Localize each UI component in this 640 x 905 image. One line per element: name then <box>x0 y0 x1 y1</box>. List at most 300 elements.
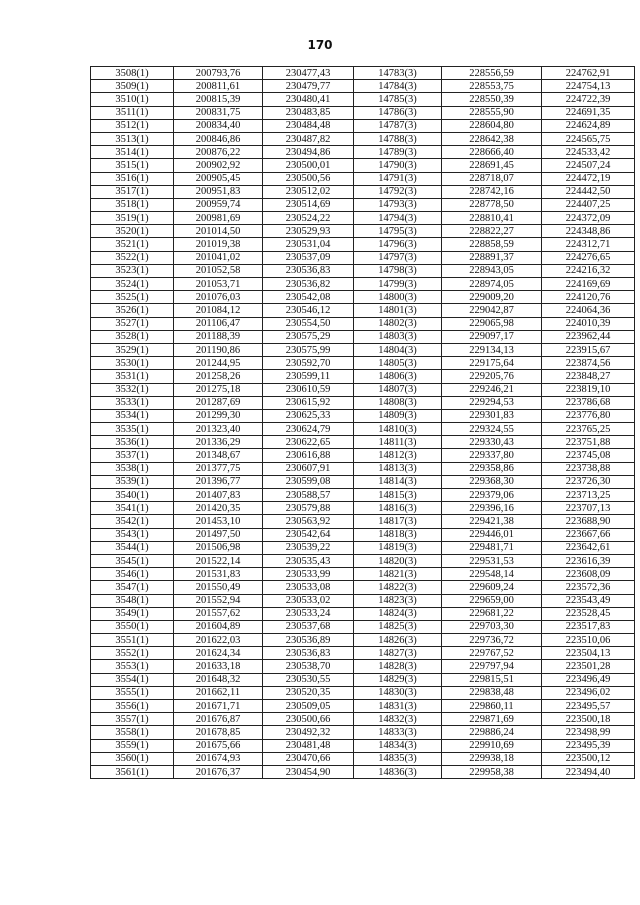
table-row <box>91 357 635 370</box>
cell-point-id-right: 14789(3) <box>354 146 442 159</box>
table-row <box>91 212 635 225</box>
cell-point-id-right: 14817(3) <box>354 515 442 528</box>
cell-y-left: 230599,08 <box>263 475 354 488</box>
table-row <box>91 726 635 739</box>
cell-y-left: 230616,88 <box>263 449 354 462</box>
coordinates-table-body <box>91 67 635 779</box>
cell-point-id-left: 3546(1) <box>91 568 174 581</box>
cell-x-right: 229860,11 <box>442 700 542 713</box>
cell-point-id-right: 14792(3) <box>354 185 442 198</box>
cell-y-left: 230477,43 <box>263 67 354 80</box>
cell-point-id-left: 3510(1) <box>91 93 174 106</box>
table-row <box>91 502 635 515</box>
cell-point-id-left: 3556(1) <box>91 700 174 713</box>
cell-y-right: 223713,25 <box>542 489 635 502</box>
cell-y-right: 223495,57 <box>542 700 635 713</box>
cell-y-right: 224565,75 <box>542 132 635 145</box>
cell-point-id-left: 3547(1) <box>91 581 174 594</box>
cell-y-right: 223517,83 <box>542 620 635 633</box>
cell-y-right: 223776,80 <box>542 409 635 422</box>
cell-x-left: 201407,83 <box>174 489 263 502</box>
cell-point-id-right: 14798(3) <box>354 264 442 277</box>
cell-y-left: 230575,99 <box>263 343 354 356</box>
table-row <box>91 278 635 291</box>
table-row <box>91 581 635 594</box>
cell-y-left: 230480,41 <box>263 93 354 106</box>
cell-point-id-right: 14828(3) <box>354 660 442 673</box>
cell-x-left: 201299,30 <box>174 409 263 422</box>
table-row <box>91 198 635 211</box>
cell-x-left: 200831,75 <box>174 106 263 119</box>
cell-y-right: 223501,28 <box>542 660 635 673</box>
cell-point-id-left: 3538(1) <box>91 462 174 475</box>
cell-point-id-right: 14795(3) <box>354 225 442 238</box>
table-row <box>91 172 635 185</box>
cell-x-right: 228891,37 <box>442 251 542 264</box>
cell-y-right: 223494,40 <box>542 765 635 778</box>
cell-x-right: 229815,51 <box>442 673 542 686</box>
table-row <box>91 343 635 356</box>
cell-y-left: 230607,91 <box>263 462 354 475</box>
cell-point-id-right: 14826(3) <box>354 634 442 647</box>
cell-y-right: 223608,09 <box>542 568 635 581</box>
cell-point-id-left: 3536(1) <box>91 436 174 449</box>
cell-x-left: 201676,37 <box>174 765 263 778</box>
table-row <box>91 106 635 119</box>
cell-point-id-right: 14785(3) <box>354 93 442 106</box>
cell-point-id-left: 3560(1) <box>91 752 174 765</box>
cell-point-id-right: 14816(3) <box>354 502 442 515</box>
cell-y-right: 223765,25 <box>542 423 635 436</box>
cell-point-id-right: 14831(3) <box>354 700 442 713</box>
cell-point-id-right: 14793(3) <box>354 198 442 211</box>
cell-y-right: 223726,30 <box>542 475 635 488</box>
cell-y-left: 230537,09 <box>263 251 354 264</box>
cell-y-right: 224169,69 <box>542 278 635 291</box>
cell-x-right: 229042,87 <box>442 304 542 317</box>
table-row <box>91 515 635 528</box>
table-row <box>91 67 635 80</box>
cell-x-right: 229481,71 <box>442 541 542 554</box>
cell-x-left: 201258,26 <box>174 370 263 383</box>
cell-y-right: 224624,89 <box>542 119 635 132</box>
cell-point-id-left: 3535(1) <box>91 423 174 436</box>
cell-x-left: 201604,89 <box>174 620 263 633</box>
cell-point-id-left: 3521(1) <box>91 238 174 251</box>
cell-point-id-right: 14790(3) <box>354 159 442 172</box>
cell-point-id-right: 14796(3) <box>354 238 442 251</box>
cell-y-left: 230622,65 <box>263 436 354 449</box>
cell-y-right: 223500,18 <box>542 713 635 726</box>
cell-y-right: 223510,06 <box>542 634 635 647</box>
cell-x-left: 201348,67 <box>174 449 263 462</box>
table-row <box>91 146 635 159</box>
cell-point-id-left: 3511(1) <box>91 106 174 119</box>
cell-y-left: 230542,08 <box>263 291 354 304</box>
cell-x-left: 201019,38 <box>174 238 263 251</box>
cell-y-right: 223819,10 <box>542 383 635 396</box>
cell-point-id-left: 3555(1) <box>91 686 174 699</box>
cell-y-right: 223543,49 <box>542 594 635 607</box>
cell-x-left: 201622,03 <box>174 634 263 647</box>
cell-x-right: 229421,38 <box>442 515 542 528</box>
cell-y-left: 230492,32 <box>263 726 354 739</box>
cell-y-right: 223688,90 <box>542 515 635 528</box>
cell-x-left: 201624,34 <box>174 647 263 660</box>
cell-point-id-right: 14801(3) <box>354 304 442 317</box>
cell-x-left: 201275,18 <box>174 383 263 396</box>
cell-y-left: 230575,29 <box>263 330 354 343</box>
cell-y-right: 223874,56 <box>542 357 635 370</box>
cell-x-right: 229910,69 <box>442 739 542 752</box>
table-row <box>91 185 635 198</box>
cell-x-left: 201648,32 <box>174 673 263 686</box>
cell-x-right: 228556,59 <box>442 67 542 80</box>
cell-x-left: 201287,69 <box>174 396 263 409</box>
cell-x-left: 201674,93 <box>174 752 263 765</box>
cell-y-left: 230494,86 <box>263 146 354 159</box>
table-row <box>91 238 635 251</box>
table-row <box>91 291 635 304</box>
cell-point-id-right: 14823(3) <box>354 594 442 607</box>
table-row <box>91 673 635 686</box>
cell-point-id-left: 3519(1) <box>91 212 174 225</box>
cell-x-right: 229681,22 <box>442 607 542 620</box>
cell-x-right: 229531,53 <box>442 554 542 567</box>
cell-y-left: 230536,83 <box>263 647 354 660</box>
table-row <box>91 409 635 422</box>
cell-point-id-right: 14807(3) <box>354 383 442 396</box>
cell-x-right: 228974,05 <box>442 278 542 291</box>
cell-point-id-right: 14835(3) <box>354 752 442 765</box>
cell-point-id-right: 14814(3) <box>354 475 442 488</box>
cell-x-right: 228742,16 <box>442 185 542 198</box>
cell-point-id-left: 3559(1) <box>91 739 174 752</box>
cell-x-left: 200905,45 <box>174 172 263 185</box>
cell-x-left: 201506,98 <box>174 541 263 554</box>
cell-y-left: 230533,08 <box>263 581 354 594</box>
cell-y-left: 230530,55 <box>263 673 354 686</box>
cell-y-right: 223786,68 <box>542 396 635 409</box>
cell-x-right: 229548,14 <box>442 568 542 581</box>
cell-y-left: 230487,82 <box>263 132 354 145</box>
cell-y-right: 224407,25 <box>542 198 635 211</box>
table-row <box>91 607 635 620</box>
cell-x-left: 201497,50 <box>174 528 263 541</box>
cell-point-id-right: 14813(3) <box>354 462 442 475</box>
cell-x-left: 200793,76 <box>174 67 263 80</box>
cell-point-id-left: 3540(1) <box>91 489 174 502</box>
cell-y-right: 224372,09 <box>542 212 635 225</box>
table-row <box>91 159 635 172</box>
table-row <box>91 317 635 330</box>
cell-point-id-left: 3528(1) <box>91 330 174 343</box>
cell-y-left: 230483,85 <box>263 106 354 119</box>
cell-x-left: 201557,62 <box>174 607 263 620</box>
cell-y-right: 224754,13 <box>542 80 635 93</box>
cell-point-id-right: 14824(3) <box>354 607 442 620</box>
cell-y-left: 230536,83 <box>263 264 354 277</box>
cell-y-right: 224507,24 <box>542 159 635 172</box>
cell-x-left: 201552,94 <box>174 594 263 607</box>
cell-y-right: 224120,76 <box>542 291 635 304</box>
cell-y-left: 230500,56 <box>263 172 354 185</box>
cell-x-left: 201052,58 <box>174 264 263 277</box>
cell-y-right: 223498,99 <box>542 726 635 739</box>
cell-point-id-right: 14805(3) <box>354 357 442 370</box>
cell-point-id-right: 14787(3) <box>354 119 442 132</box>
cell-x-left: 200951,83 <box>174 185 263 198</box>
table-row <box>91 80 635 93</box>
cell-point-id-right: 14818(3) <box>354 528 442 541</box>
page-number: 170 <box>307 38 333 52</box>
cell-x-left: 201244,95 <box>174 357 263 370</box>
cell-x-right: 229703,30 <box>442 620 542 633</box>
cell-point-id-right: 14797(3) <box>354 251 442 264</box>
cell-x-right: 229736,72 <box>442 634 542 647</box>
cell-point-id-left: 3542(1) <box>91 515 174 528</box>
cell-x-right: 228555,90 <box>442 106 542 119</box>
cell-point-id-left: 3533(1) <box>91 396 174 409</box>
cell-point-id-left: 3512(1) <box>91 119 174 132</box>
cell-y-left: 230624,79 <box>263 423 354 436</box>
cell-x-right: 229358,86 <box>442 462 542 475</box>
cell-point-id-left: 3550(1) <box>91 620 174 633</box>
cell-point-id-right: 14791(3) <box>354 172 442 185</box>
cell-x-left: 201550,49 <box>174 581 263 594</box>
cell-y-right: 223496,49 <box>542 673 635 686</box>
cell-point-id-right: 14822(3) <box>354 581 442 594</box>
cell-x-right: 229609,24 <box>442 581 542 594</box>
cell-x-right: 229301,83 <box>442 409 542 422</box>
table-row <box>91 449 635 462</box>
cell-x-right: 228718,07 <box>442 172 542 185</box>
table-row <box>91 383 635 396</box>
cell-point-id-right: 14833(3) <box>354 726 442 739</box>
cell-point-id-left: 3534(1) <box>91 409 174 422</box>
cell-x-right: 228550,39 <box>442 93 542 106</box>
cell-point-id-left: 3561(1) <box>91 765 174 778</box>
cell-y-left: 230470,66 <box>263 752 354 765</box>
cell-point-id-left: 3552(1) <box>91 647 174 660</box>
cell-x-left: 201084,12 <box>174 304 263 317</box>
table-row <box>91 462 635 475</box>
cell-y-right: 224472,19 <box>542 172 635 185</box>
table-row <box>91 264 635 277</box>
cell-x-right: 229446,01 <box>442 528 542 541</box>
cell-x-left: 201106,47 <box>174 317 263 330</box>
cell-x-right: 229838,48 <box>442 686 542 699</box>
cell-point-id-right: 14803(3) <box>354 330 442 343</box>
cell-y-left: 230615,92 <box>263 396 354 409</box>
cell-point-id-left: 3520(1) <box>91 225 174 238</box>
cell-y-left: 230531,04 <box>263 238 354 251</box>
cell-x-right: 229337,80 <box>442 449 542 462</box>
cell-point-id-left: 3544(1) <box>91 541 174 554</box>
cell-point-id-left: 3513(1) <box>91 132 174 145</box>
table-row <box>91 436 635 449</box>
cell-point-id-right: 14799(3) <box>354 278 442 291</box>
cell-x-left: 201190,86 <box>174 343 263 356</box>
cell-point-id-right: 14812(3) <box>354 449 442 462</box>
cell-x-left: 200981,69 <box>174 212 263 225</box>
cell-y-right: 224010,39 <box>542 317 635 330</box>
table-row <box>91 132 635 145</box>
cell-point-id-right: 14811(3) <box>354 436 442 449</box>
cell-y-left: 230610,59 <box>263 383 354 396</box>
cell-x-right: 229797,94 <box>442 660 542 673</box>
cell-x-left: 201671,71 <box>174 700 263 713</box>
table-row <box>91 700 635 713</box>
table-row <box>91 765 635 778</box>
cell-y-right: 224442,50 <box>542 185 635 198</box>
cell-point-id-left: 3537(1) <box>91 449 174 462</box>
cell-point-id-right: 14827(3) <box>354 647 442 660</box>
cell-x-right: 229205,76 <box>442 370 542 383</box>
cell-point-id-left: 3514(1) <box>91 146 174 159</box>
cell-point-id-right: 14804(3) <box>354 343 442 356</box>
coordinates-table <box>90 66 635 779</box>
cell-x-left: 200815,39 <box>174 93 263 106</box>
cell-point-id-right: 14802(3) <box>354 317 442 330</box>
cell-point-id-left: 3532(1) <box>91 383 174 396</box>
cell-y-right: 224533,42 <box>542 146 635 159</box>
cell-point-id-left: 3524(1) <box>91 278 174 291</box>
cell-y-left: 230533,99 <box>263 568 354 581</box>
cell-y-right: 223495,39 <box>542 739 635 752</box>
cell-y-left: 230535,43 <box>263 554 354 567</box>
table-row <box>91 594 635 607</box>
cell-y-right: 223642,61 <box>542 541 635 554</box>
cell-x-right: 229175,64 <box>442 357 542 370</box>
table-row <box>91 528 635 541</box>
cell-point-id-left: 3525(1) <box>91 291 174 304</box>
cell-y-right: 223915,67 <box>542 343 635 356</box>
cell-point-id-left: 3518(1) <box>91 198 174 211</box>
cell-point-id-right: 14825(3) <box>354 620 442 633</box>
cell-x-right: 229330,43 <box>442 436 542 449</box>
cell-y-right: 224722,39 <box>542 93 635 106</box>
cell-y-right: 223707,13 <box>542 502 635 515</box>
cell-x-left: 201396,77 <box>174 475 263 488</box>
cell-y-left: 230500,66 <box>263 713 354 726</box>
cell-point-id-right: 14788(3) <box>354 132 442 145</box>
cell-x-left: 200959,74 <box>174 198 263 211</box>
cell-y-left: 230537,68 <box>263 620 354 633</box>
cell-y-left: 230514,69 <box>263 198 354 211</box>
cell-y-left: 230539,22 <box>263 541 354 554</box>
cell-point-id-left: 3548(1) <box>91 594 174 607</box>
cell-y-left: 230484,48 <box>263 119 354 132</box>
cell-x-right: 229396,16 <box>442 502 542 515</box>
cell-y-left: 230563,92 <box>263 515 354 528</box>
cell-point-id-left: 3515(1) <box>91 159 174 172</box>
cell-point-id-right: 14800(3) <box>354 291 442 304</box>
table-row <box>91 554 635 567</box>
cell-point-id-right: 14786(3) <box>354 106 442 119</box>
cell-y-left: 230599,11 <box>263 370 354 383</box>
cell-y-left: 230538,70 <box>263 660 354 673</box>
cell-point-id-left: 3554(1) <box>91 673 174 686</box>
cell-point-id-left: 3526(1) <box>91 304 174 317</box>
cell-y-left: 230500,01 <box>263 159 354 172</box>
cell-x-left: 201076,03 <box>174 291 263 304</box>
cell-y-left: 230554,50 <box>263 317 354 330</box>
cell-point-id-left: 3522(1) <box>91 251 174 264</box>
cell-y-left: 230536,89 <box>263 634 354 647</box>
cell-point-id-right: 14832(3) <box>354 713 442 726</box>
cell-x-right: 228778,50 <box>442 198 542 211</box>
cell-y-left: 230546,12 <box>263 304 354 317</box>
cell-y-right: 224064,36 <box>542 304 635 317</box>
table-row <box>91 634 635 647</box>
cell-x-right: 229065,98 <box>442 317 542 330</box>
cell-y-right: 223572,36 <box>542 581 635 594</box>
cell-y-left: 230529,93 <box>263 225 354 238</box>
cell-y-right: 224276,65 <box>542 251 635 264</box>
cell-y-right: 223848,27 <box>542 370 635 383</box>
cell-x-right: 228943,05 <box>442 264 542 277</box>
cell-point-id-left: 3551(1) <box>91 634 174 647</box>
cell-x-right: 229958,38 <box>442 765 542 778</box>
cell-point-id-left: 3558(1) <box>91 726 174 739</box>
cell-x-left: 201633,18 <box>174 660 263 673</box>
cell-point-id-right: 14783(3) <box>354 67 442 80</box>
cell-x-left: 201675,66 <box>174 739 263 752</box>
table-row <box>91 423 635 436</box>
cell-point-id-right: 14808(3) <box>354 396 442 409</box>
cell-x-right: 228642,38 <box>442 132 542 145</box>
cell-x-right: 229097,17 <box>442 330 542 343</box>
cell-y-right: 224312,71 <box>542 238 635 251</box>
cell-y-left: 230579,88 <box>263 502 354 515</box>
table-row <box>91 660 635 673</box>
cell-x-right: 229368,30 <box>442 475 542 488</box>
cell-point-id-left: 3527(1) <box>91 317 174 330</box>
cell-y-left: 230509,05 <box>263 700 354 713</box>
cell-x-right: 229379,06 <box>442 489 542 502</box>
cell-y-right: 223496,02 <box>542 686 635 699</box>
cell-point-id-left: 3557(1) <box>91 713 174 726</box>
cell-x-right: 228822,27 <box>442 225 542 238</box>
cell-y-right: 223500,12 <box>542 752 635 765</box>
cell-point-id-left: 3541(1) <box>91 502 174 515</box>
cell-x-right: 229009,20 <box>442 291 542 304</box>
cell-x-left: 201041,02 <box>174 251 263 264</box>
cell-x-left: 201453,10 <box>174 515 263 528</box>
cell-point-id-right: 14829(3) <box>354 673 442 686</box>
cell-point-id-left: 3539(1) <box>91 475 174 488</box>
table-row <box>91 713 635 726</box>
cell-point-id-right: 14821(3) <box>354 568 442 581</box>
table-row <box>91 752 635 765</box>
cell-y-right: 223616,39 <box>542 554 635 567</box>
cell-x-left: 200811,61 <box>174 80 263 93</box>
table-row <box>91 541 635 554</box>
cell-point-id-left: 3529(1) <box>91 343 174 356</box>
cell-y-left: 230520,35 <box>263 686 354 699</box>
table-row <box>91 686 635 699</box>
cell-x-left: 201531,83 <box>174 568 263 581</box>
cell-x-left: 201420,35 <box>174 502 263 515</box>
cell-point-id-left: 3553(1) <box>91 660 174 673</box>
cell-x-left: 200902,92 <box>174 159 263 172</box>
cell-x-right: 229886,24 <box>442 726 542 739</box>
cell-x-left: 201676,87 <box>174 713 263 726</box>
cell-point-id-right: 14820(3) <box>354 554 442 567</box>
cell-y-left: 230542,64 <box>263 528 354 541</box>
cell-point-id-right: 14830(3) <box>354 686 442 699</box>
